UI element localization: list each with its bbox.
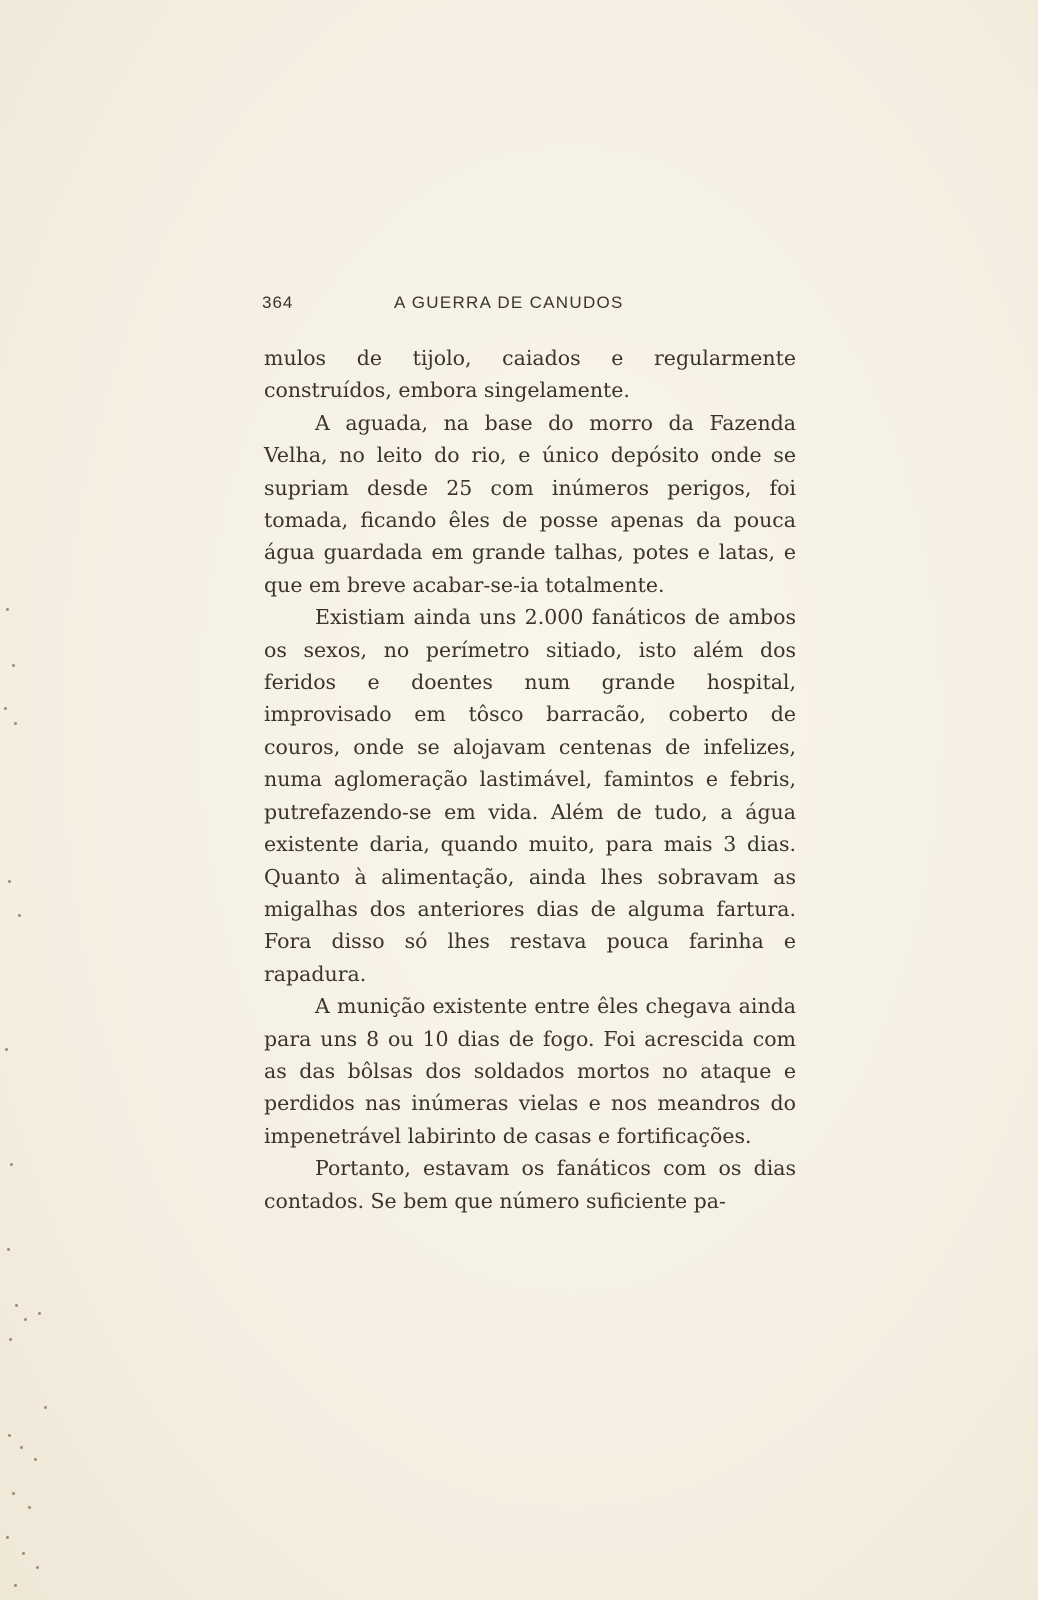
paragraph: A munição existente entre êles chegava ainda para uns 8 ou 10 dias de fogo. Foi acrescida com as das bôlsas dos soldados mortos no ataque e perdidos nas inúmeras vielas e nos meandros do impenetrável labirinto de casas e fortificações. xyxy=(264,994,796,1148)
body-text xyxy=(264,342,796,1217)
paragraph: Portanto, estavam os fanáticos com os dias contados. Se bem que número suficiente pa- xyxy=(264,1156,796,1213)
paragraph: Existiam ainda uns 2.000 fanáticos de ambos os sexos, no perímetro sitiado, isto além dos feridos e doentes num grande hospital, improvisado em tôsco barracão, coberto de couros, onde se alojavam centenas de infelizes, numa aglomeração lastimável, famintos e febris, putrefazendo-se em vida. Além de tudo, a água existente daria, quando muito, para mais 3 dias. Quanto à alimentação, ainda lhes sobravam as migalhas dos anteriores dias de alguma fartura. Fora disso só lhes restava pouca farinha e rapadura. xyxy=(264,605,796,986)
running-title: A GUERRA DE CANUDOS xyxy=(394,293,624,312)
paragraph: mulos de tijolo, caiados e regularmente construídos, embora singelamente. xyxy=(264,346,796,403)
page-number: 364 xyxy=(262,293,294,312)
paragraph: A aguada, na base do morro da Fazenda Velha, no leito do rio, e único depósito onde se supriam desde 25 com inúmeros perigos, foi tomada, ficando êles de posse apenas da pouca água guardada em grande talhas, potes e latas, e que em breve acabar-se-ia totalmente. xyxy=(264,410,796,597)
page-header xyxy=(262,293,802,317)
